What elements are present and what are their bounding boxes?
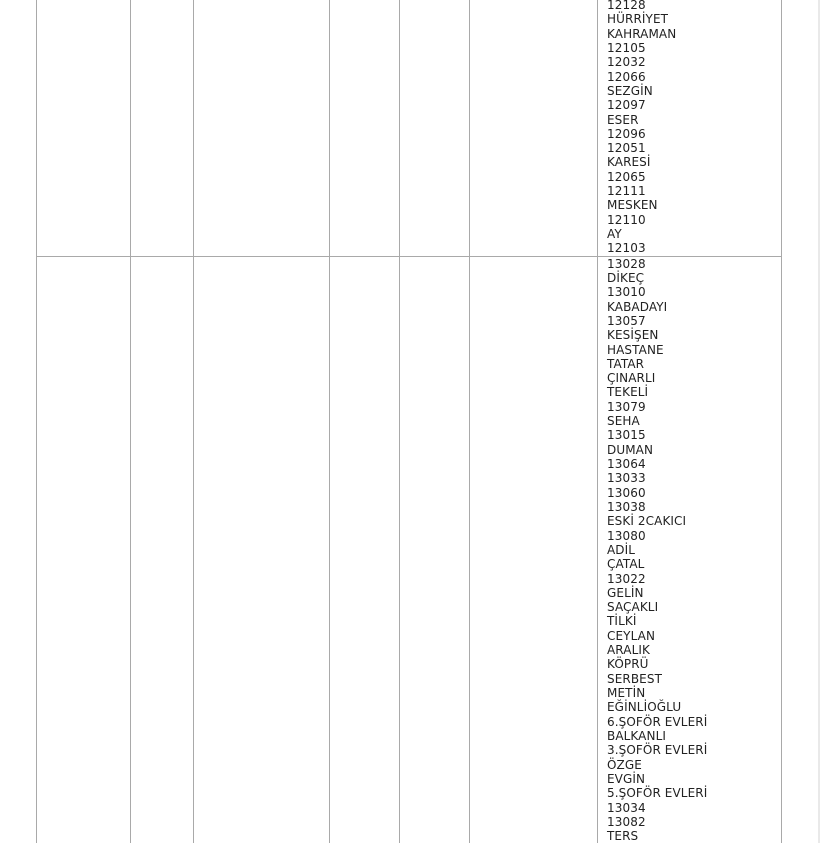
street-name-line: TİLKİ: [607, 614, 637, 629]
street-name-line: TATAR: [607, 356, 645, 371]
street-name-line: ÇINARLI: [607, 371, 656, 386]
street-name-line: KAHRAMAN: [607, 26, 677, 41]
street-name-line: 13033: [607, 471, 646, 486]
street-name-line: BALKANLI: [607, 728, 666, 743]
street-name-line: 12051: [607, 141, 646, 156]
street-name-line: DİKEÇ: [607, 270, 645, 285]
street-name-line: HASTANE: [607, 342, 664, 357]
table-cell: [37, 256, 131, 843]
street-name-line: 13028: [607, 256, 646, 271]
street-name-line: 12105: [607, 40, 646, 55]
street-name-line: DUMAN: [607, 442, 654, 457]
table-cell: [131, 0, 194, 256]
street-name-line: ESER: [607, 112, 639, 127]
street-name-line: 13060: [607, 485, 646, 500]
street-name-line: 13079: [607, 399, 646, 414]
street-name-line: 13022: [607, 571, 646, 586]
street-name-line: AY: [607, 227, 622, 241]
table-cell: [470, 256, 598, 843]
street-name-line: EĞİNLİOĞLU: [607, 700, 682, 715]
table-cell: [131, 256, 194, 843]
street-name-line: 12066: [607, 69, 646, 84]
street-name-line: SAÇAKLI: [607, 600, 659, 615]
street-name-line: 12097: [607, 98, 646, 113]
street-name-line: 5.ŞOFÖR EVLERİ: [607, 786, 708, 801]
street-name-line: 12032: [607, 55, 646, 70]
street-name-line: 13038: [607, 499, 646, 514]
street-name-line: 13010: [607, 285, 646, 300]
street-name-line: GELİN: [607, 585, 644, 600]
street-list-table: [36, 0, 782, 843]
street-name-line: 12103: [607, 241, 646, 256]
street-name-line: 12128: [607, 0, 646, 12]
street-name-line: ÖZGE: [607, 757, 642, 772]
street-names-cell: [598, 256, 782, 843]
table-cell: [194, 0, 330, 256]
street-name-line: 12110: [607, 212, 646, 227]
table-cell: [330, 0, 400, 256]
street-name-line: EVGİN: [607, 771, 646, 786]
street-name-line: 6.ŞOFÖR EVLERİ: [607, 714, 708, 729]
street-name-line: 12111: [607, 184, 646, 199]
street-name-line: METİN: [607, 686, 646, 700]
street-name-line: SEZGİN: [607, 83, 653, 98]
street-name-line: 13082: [607, 814, 646, 829]
street-name-line: HÜRRİYET: [607, 12, 669, 27]
street-name-line: TERS: [607, 829, 639, 843]
street-name-line: TEKELİ: [607, 385, 649, 400]
street-name-line: MESKEN: [607, 198, 658, 213]
street-name-line: 13034: [607, 800, 646, 815]
street-name-line: 12096: [607, 126, 646, 141]
street-name-line: 3.ŞOFÖR EVLERİ: [607, 743, 708, 758]
street-names-cell: [598, 0, 782, 256]
street-name-line: ARALIK: [607, 643, 650, 658]
table-cell: [400, 256, 470, 843]
street-name-line: ESKİ 2CAKICI: [607, 514, 687, 529]
street-name-line: 13015: [607, 428, 646, 443]
street-name-line: KARESİ: [607, 155, 651, 170]
street-name-line: ÇATAL: [607, 557, 645, 572]
street-name-line: SERBEST: [607, 671, 662, 686]
street-name-line: SEHA: [607, 414, 640, 429]
street-name-line: CEYLAN: [607, 628, 656, 643]
table-cell: [37, 0, 131, 256]
table-cell: [400, 0, 470, 256]
table-cell: [194, 256, 330, 843]
street-name-line: 12065: [607, 169, 646, 184]
street-name-line: KABADAYI: [607, 299, 668, 314]
street-name-line: 13057: [607, 313, 646, 328]
table-row: [37, 256, 782, 843]
street-name-line: KÖPRÜ: [607, 657, 649, 672]
table-row: [37, 0, 782, 256]
street-name-line: ADİL: [607, 542, 636, 557]
table-cell: [330, 256, 400, 843]
street-name-line: 13080: [607, 528, 646, 543]
street-name-line: 13064: [607, 457, 646, 471]
table-cell: [470, 0, 598, 256]
street-name-line: KESİŞEN: [607, 328, 659, 343]
